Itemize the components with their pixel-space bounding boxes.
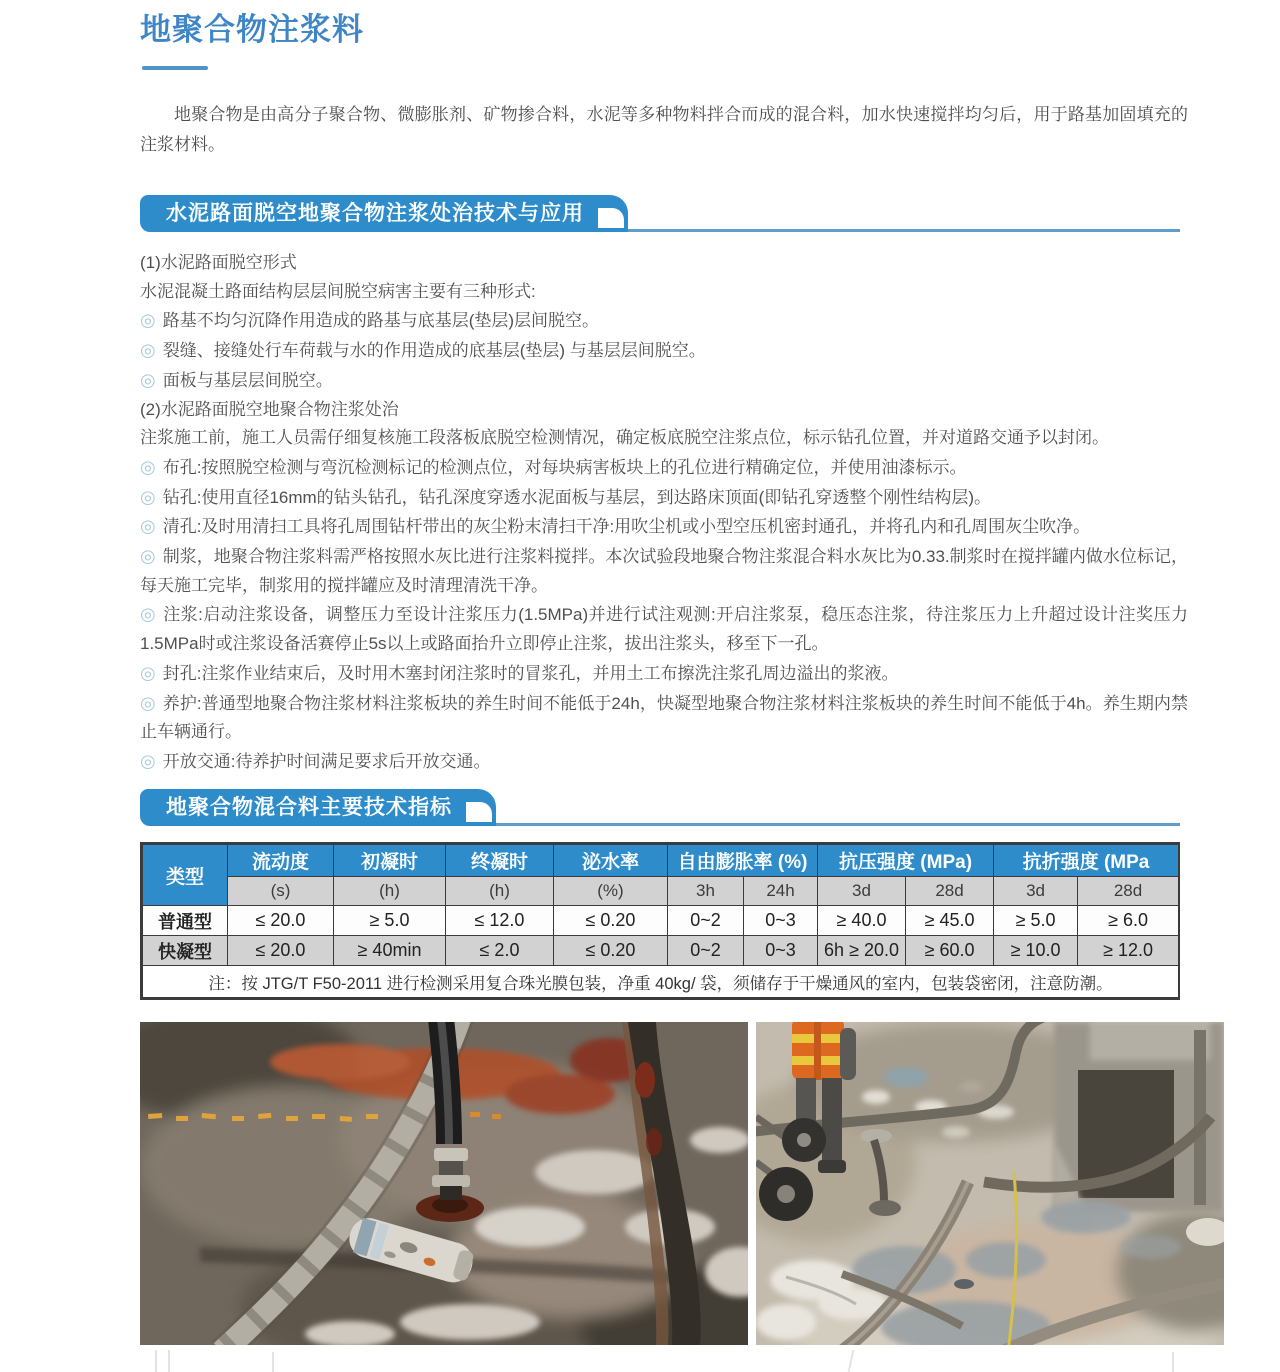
col-expansion: 自由膨胀率 (%) bbox=[668, 845, 818, 877]
ring-bullet-icon: ◎ bbox=[140, 369, 156, 390]
table-cell: ≥ 40.0 bbox=[818, 906, 906, 936]
col-flexural: 抗折强度 (MPa bbox=[994, 845, 1179, 877]
sub-unit: 3h bbox=[668, 877, 744, 906]
ring-bullet-icon: ◎ bbox=[140, 662, 156, 683]
photo-row bbox=[140, 1022, 1224, 1345]
col-fluidity: 流动度 bbox=[228, 845, 334, 877]
table-row-ordinary bbox=[143, 906, 1179, 936]
table-cell: ≥ 10.0 bbox=[994, 936, 1078, 966]
col-bleeding: 泌水率 bbox=[554, 845, 668, 877]
page-bottom-mark bbox=[168, 1350, 170, 1372]
bullet-line: ◎ 布孔:按照脱空检测与弯沉检测标记的检测点位，对每块病害板块上的孔位进行精确定位，并使用油漆标示。 bbox=[140, 456, 967, 477]
table-cell: 0~3 bbox=[744, 936, 818, 966]
sub-unit: 3d bbox=[818, 877, 906, 906]
sub-unit: 3d bbox=[994, 877, 1078, 906]
sub-unit: (h) bbox=[334, 877, 446, 906]
text-line: (1)水泥路面脱空形式 bbox=[140, 253, 297, 272]
table-cell: ≤ 20.0 bbox=[228, 936, 334, 966]
text-line: 水泥混凝土路面结构层层间脱空病害主要有三种形式: bbox=[140, 281, 536, 301]
section2-banner-row bbox=[140, 789, 1180, 826]
bullet-line: ◎ 路基不均匀沉降作用造成的路基与底基层(垫层)层间脱空。 bbox=[140, 310, 600, 331]
ring-bullet-icon: ◎ bbox=[140, 516, 156, 537]
sub-unit: 24h bbox=[744, 877, 818, 906]
bullet-line: ◎ 面板与基层层间脱空。 bbox=[140, 369, 333, 390]
section1-banner bbox=[140, 195, 628, 232]
bullet-line: ◎ 开放交通:待养护时间满足要求后开放交通。 bbox=[140, 750, 491, 771]
bullet-line: ◎ 裂缝、接缝处行车荷载与水的作用造成的底基层(垫层) 与基层层间脱空。 bbox=[140, 340, 706, 361]
col-type: 类型 bbox=[143, 845, 228, 906]
table-cell: ≥ 5.0 bbox=[334, 906, 446, 936]
col-compressive: 抗压强度 (MPa) bbox=[818, 845, 994, 877]
bullet-line: ◎ 封孔:注浆作业结束后，及时用木塞封闭注浆时的冒浆孔，并用土工布擦洗注浆孔周边溢出的浆液。 bbox=[140, 662, 899, 683]
bullet-line: ◎ 制浆，地聚合物注浆料需严格按照水灰比进行注浆料搅拌。本次试验段地聚合物注浆混合料水灰比为0.33.制浆时在搅拌罐内做水位标记，每天施工完毕，制浆用的搅拌罐应及时清理清洗干净。 bbox=[140, 546, 1188, 595]
page-bottom-mark bbox=[1172, 1352, 1174, 1372]
ring-bullet-icon: ◎ bbox=[140, 340, 156, 361]
table-note-row bbox=[143, 966, 1179, 998]
section1-banner-underline bbox=[628, 229, 1180, 232]
section1-banner-label: 水泥路面脱空地聚合物注浆处治技术与应用 bbox=[166, 202, 584, 225]
table-note: 注：按 JTG/T F50-2011 进行检测采用复合珠光膜包装，净重 40kg/ 袋，须储存于干燥通风的室内，包装袋密闭，注意防潮。 bbox=[143, 966, 1179, 998]
table-cell: 0~3 bbox=[744, 906, 818, 936]
table-cell: ≤ 0.20 bbox=[554, 906, 668, 936]
spec-table bbox=[142, 844, 1179, 998]
section1-banner-row bbox=[140, 195, 1180, 232]
table-cell: ≥ 40min bbox=[334, 936, 446, 966]
title-underline bbox=[142, 66, 208, 70]
sub-unit: 28d bbox=[1078, 877, 1179, 906]
photo-grout-injection-closeup bbox=[140, 1022, 748, 1345]
text-line: 注浆施工前，施工人员需仔细复核施工段落板底脱空检测情况，确定板底脱空注浆点位，标示钻孔位置，并对道路交通予以封闭。 bbox=[140, 428, 1109, 448]
photo-grouting-worksite bbox=[756, 1022, 1224, 1345]
table-cell: ≤ 12.0 bbox=[446, 906, 554, 936]
ring-bullet-icon: ◎ bbox=[140, 692, 156, 713]
section1-body bbox=[140, 249, 1188, 777]
bullet-line: ◎ 注浆:启动注浆设备，调整压力至设计注浆压力(1.5MPa)并进行试注观测:开启注浆泵，稳压态注浆，待注浆压力上升超过设计注奖压力1.5MPa时或注浆设备活赛停止5s以上或路面抬升立即停止注浆，拔出注浆头，移至下一孔。 bbox=[140, 604, 1188, 654]
table-cell: ≥ 60.0 bbox=[906, 936, 994, 966]
spec-table-wrap bbox=[140, 842, 1180, 1000]
col-final-set: 终凝时 bbox=[446, 845, 554, 877]
row-label: 快凝型 bbox=[143, 936, 228, 966]
sub-unit: 28d bbox=[906, 877, 994, 906]
table-cell: 0~2 bbox=[668, 936, 744, 966]
table-cell: ≥ 6.0 bbox=[1078, 906, 1179, 936]
col-initial-set: 初凝时 bbox=[334, 845, 446, 877]
table-cell: ≥ 5.0 bbox=[994, 906, 1078, 936]
page-bottom-mark bbox=[272, 1352, 274, 1372]
sub-unit: (s) bbox=[228, 877, 334, 906]
table-cell: ≤ 20.0 bbox=[228, 906, 334, 936]
ring-bullet-icon: ◎ bbox=[140, 604, 157, 625]
ring-bullet-icon: ◎ bbox=[140, 750, 156, 771]
table-row-rapid bbox=[143, 936, 1179, 966]
text-line: (2)水泥路面脱空地聚合物注浆处治 bbox=[140, 399, 399, 419]
table-cell: ≤ 0.20 bbox=[554, 936, 668, 966]
table-cell: 0~2 bbox=[668, 906, 744, 936]
table-cell: 6h ≥ 20.0 bbox=[818, 936, 906, 966]
section2-banner bbox=[140, 789, 496, 826]
bullet-line: ◎ 钻孔:使用直径16mm的钻头钻孔，钻孔深度穿透水泥面板与基层，到达路床顶面(即钻孔穿透整个刚性结构层)。 bbox=[140, 486, 991, 507]
page-title: 地聚合物注浆料 bbox=[140, 12, 364, 47]
sub-unit: (h) bbox=[446, 877, 554, 906]
ring-bullet-icon: ◎ bbox=[140, 456, 156, 477]
sub-unit: (%) bbox=[554, 877, 668, 906]
section2-banner-underline bbox=[496, 823, 1180, 826]
ring-bullet-icon: ◎ bbox=[140, 310, 156, 331]
header-row-1 bbox=[143, 845, 1179, 877]
page-bottom-mark bbox=[848, 1350, 855, 1372]
table-cell: ≥ 12.0 bbox=[1078, 936, 1179, 966]
table-cell: ≤ 2.0 bbox=[446, 936, 554, 966]
header-row-2 bbox=[143, 877, 1179, 906]
bullet-line: ◎ 清孔:及时用清扫工具将孔周围钻杆带出的灰尘粉末清扫干净:用吹尘机或小型空压机密封通孔，并将孔内和孔周围灰尘吹净。 bbox=[140, 516, 1091, 537]
bullet-line: ◎ 养护:普通型地聚合物注浆材料注浆板块的养生时间不能低于24h，快凝型地聚合物注浆材料注浆板块的养生时间不能低于4h。养生期内禁止车辆通行。 bbox=[140, 692, 1188, 742]
row-label: 普通型 bbox=[143, 906, 228, 936]
intro-paragraph: 地聚合物是由高分子聚合物、微膨胀剂、矿物掺合料，水泥等多种物料拌合而成的混合料，加水快速搅拌均匀后，用于路基加固填充的注浆材料。 bbox=[140, 105, 1188, 154]
page-bottom-mark bbox=[155, 1350, 157, 1372]
ring-bullet-icon: ◎ bbox=[140, 486, 156, 507]
table-cell: ≥ 45.0 bbox=[906, 906, 994, 936]
ring-bullet-icon: ◎ bbox=[140, 546, 156, 567]
section2-banner-label: 地聚合物混合料主要技术指标 bbox=[166, 796, 452, 819]
